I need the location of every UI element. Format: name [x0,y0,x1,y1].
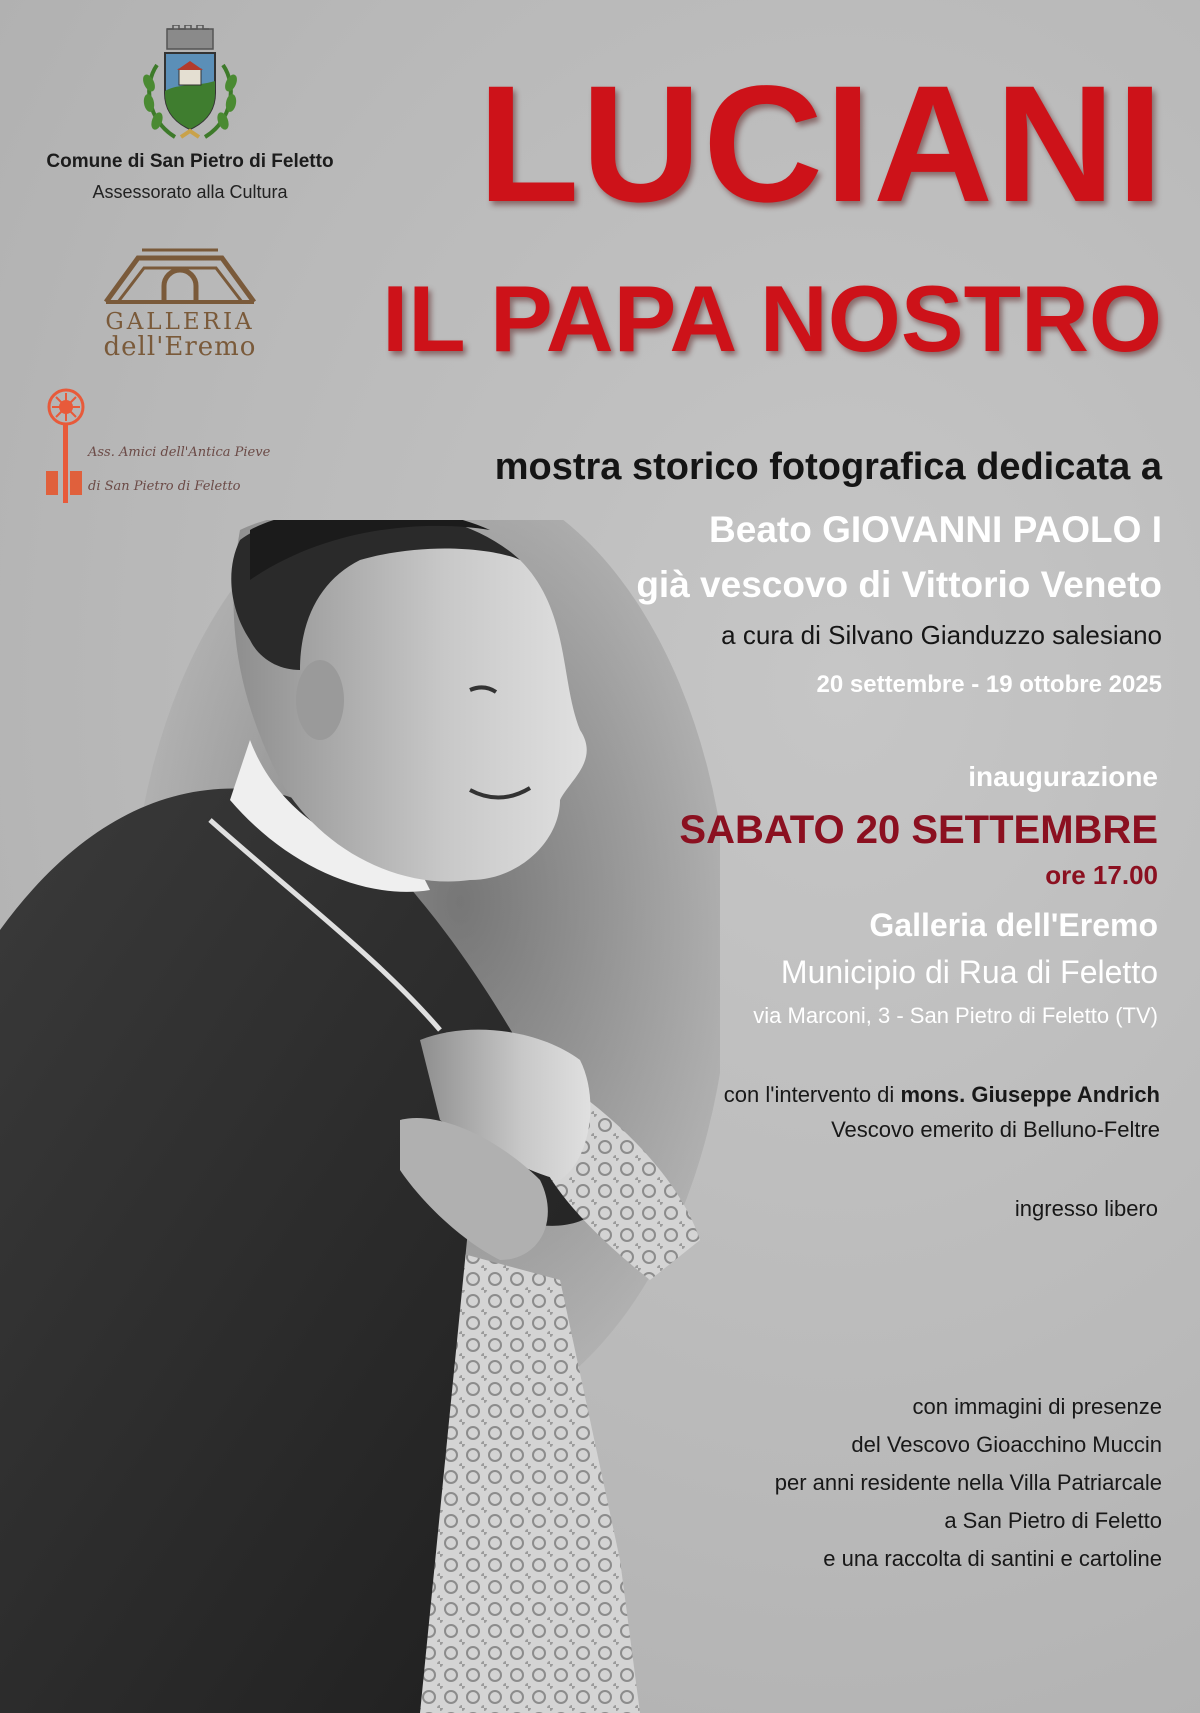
bishop-portrait [0,520,720,1713]
curator-credit: a cura di Silvano Gianduzzo salesiano [721,620,1162,650]
opening-label: inaugurazione [968,761,1158,792]
exhibition-dates: 20 settembre - 19 ottobre 2025 [816,671,1162,698]
venue-name: Galleria dell'Eremo [869,907,1158,943]
honoree-role: già vescovo di Vittorio Veneto [636,564,1162,605]
opening-day: SABATO 20 SETTEMBRE [679,808,1158,852]
main-title: LUCIANI [477,52,1165,237]
credits-line: per anni residente nella Villa Patriarcale [774,1470,1162,1495]
galleria-logo [100,240,260,361]
exhibition-subtitle: mostra storico fotografica dedicata a [494,446,1162,488]
sub-title: IL PAPA NOSTRO [382,266,1162,371]
speaker-name: mons. Giuseppe Andrich [900,1082,1160,1107]
credits-line: del Vescovo Gioacchino Muccin [851,1432,1162,1457]
galleria-logo-line1: GALLERIA [105,309,255,335]
speaker-intro: con l'intervento di [723,1082,895,1107]
opening-time: ore 17.00 [1045,860,1158,890]
honoree-name: Beato GIOVANNI PAOLO I [709,509,1162,550]
pastoral-staff-icon [42,385,92,505]
credits-line: e una raccolta di santini e cartoline [823,1546,1162,1571]
comune-logo [20,25,360,203]
venue-building: Municipio di Rua di Feletto [780,954,1158,990]
entry-note: ingresso libero [1014,1196,1158,1221]
coat-of-arms-icon [135,25,245,145]
venue-address: via Marconi, 3 - San Pietro di Feletto (TV) [753,1003,1158,1028]
pieve-logo-line1: Ass. Amici dell'Antica Pieve [88,445,271,460]
galleria-logo-line2: dell'Eremo [103,332,257,363]
bridge-icon [102,240,258,306]
credits-line: con immagini di presenze [912,1394,1162,1419]
comune-name: Comune di San Pietro di Feletto [46,151,334,172]
credits-block [775,1388,1162,1578]
speaker-line [724,1082,1160,1108]
speaker-role: Vescovo emerito di Belluno-Feltre [831,1117,1160,1142]
pieve-logo-line2: di San Pietro di Feletto [88,479,241,494]
pieve-association-logo [42,385,302,505]
comune-department: Assessorato alla Cultura [92,182,288,202]
credits-line: a San Pietro di Feletto [944,1508,1162,1533]
